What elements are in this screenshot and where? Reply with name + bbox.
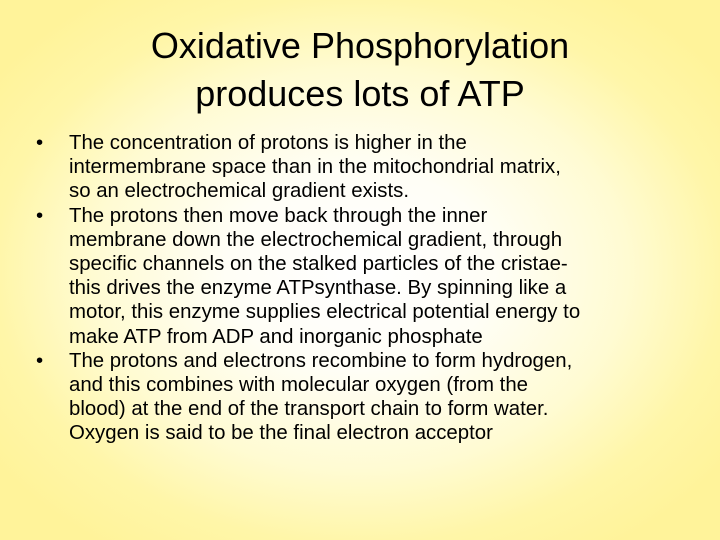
bullet-item-proton-concentration xyxy=(36,131,686,204)
bullet-line: The protons then move back through the inner xyxy=(69,204,488,227)
bullet-line: motor, this enzyme supplies electrical potential energy to xyxy=(69,301,581,324)
bullet-item-final-electron-acceptor xyxy=(36,349,686,446)
bullet-item-atp-synthase xyxy=(36,204,686,349)
bullet-text xyxy=(69,131,686,204)
bullet-line: The protons and electrons recombine to form hydrogen, xyxy=(69,349,573,372)
slide-title-line-1: Oxidative Phosphorylation xyxy=(150,25,570,66)
bullet-line: intermembrane space than in the mitochondrial matrix, xyxy=(69,156,561,179)
bullet-line: Oxygen is said to be the final electron acceptor xyxy=(69,422,493,445)
bullet-marker: • xyxy=(36,132,44,154)
bullet-text xyxy=(69,349,686,446)
bullet-text xyxy=(69,204,686,349)
bullet-marker: • xyxy=(36,349,44,372)
bullet-line: make ATP from ADP and inorganic phosphate xyxy=(69,325,483,348)
bullet-line: blood) at the end of the transport chain to form water. xyxy=(69,398,549,421)
bullet-list xyxy=(36,131,686,446)
bullet-line: so an electrochemical gradient exists. xyxy=(69,180,410,203)
slide-title-line-2: produces lots of ATP xyxy=(195,73,525,114)
bullet-line: and this combines with molecular oxygen (from the xyxy=(69,374,528,397)
bullet-marker: • xyxy=(36,204,44,227)
bullet-line: The concentration of protons is higher in the xyxy=(69,132,467,154)
bullet-line: specific channels on the stalked particles of the cristae- xyxy=(69,253,568,276)
bullet-line: this drives the enzyme ATPsynthase. By spinning like a xyxy=(69,277,567,300)
slide-title xyxy=(60,22,660,118)
bullet-line: membrane down the electrochemical gradient, through xyxy=(69,228,563,251)
